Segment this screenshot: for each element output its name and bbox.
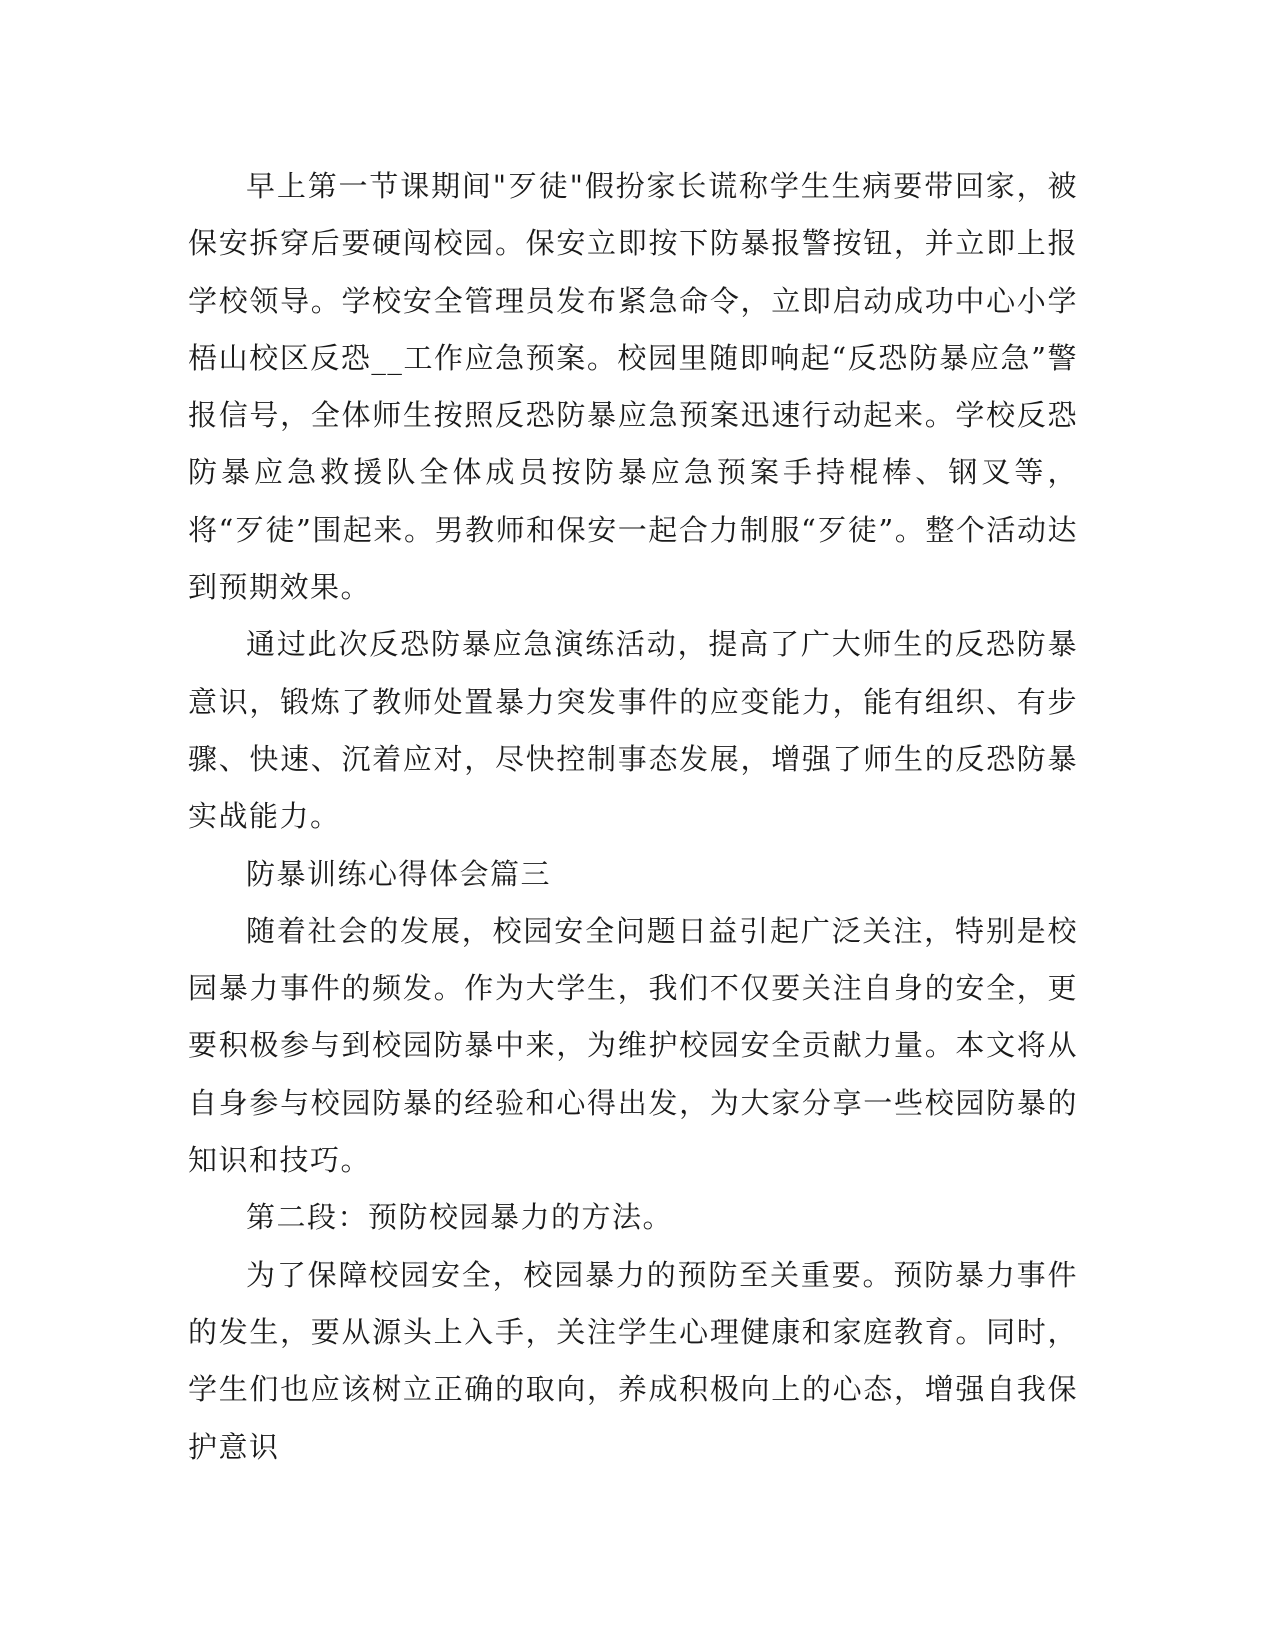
paragraph-drill-description: 早上第一节课期间"歹徒"假扮家长谎称学生生病要带回家，被保安拆穿后要硬闯校园。保安立即按下防暴报警按钮，并立即上报学校领导。学校安全管理员发布紧急命令，立即启动成功中心小学梧山校区反恐__工作应急预案。校园里随即响起“反恐防暴应急”警报信号，全体师生按照反恐防暴应急预案迅速行动起来。学校反恐防暴应急救援队全体成员按防暴应急预案手持棍棒、钢叉等，将“歹徒”围起来。男教师和保安一起合力制服“歹徒”。整个活动达到预期效果。	[188, 169, 1078, 605]
paragraph-prevention: 为了保障校园安全，校园暴力的预防至关重要。预防暴力事件的发生，要从源头上入手，关注学生心理健康和家庭教育。同时，学生们也应该树立正确的取向，养成积极向上的心态，增强自我保护意识	[188, 1257, 1078, 1464]
subsection-heading: 第二段：预防校园暴力的方法。	[246, 1200, 674, 1235]
paragraph-drill-result: 通过此次反恐防暴应急演练活动，提高了广大师生的反恐防暴意识，锻炼了教师处置暴力突发事件的应变能力，能有组织、有步骤、快速、沉着应对，尽快控制事态发展，增强了师生的反恐防暴实战能力。	[188, 627, 1078, 834]
document-body	[188, 158, 1078, 1476]
section-heading: 防暴训练心得体会篇三	[246, 856, 552, 891]
paragraph-introduction: 随着社会的发展，校园安全问题日益引起广泛关注，特别是校园暴力事件的频发。作为大学生，我们不仅要关注自身的安全，更要积极参与到校园防暴中来，为维护校园安全贡献力量。本文将从自身参与校园防暴的经验和心得出发，为大家分享一些校园防暴的知识和技巧。	[188, 913, 1078, 1178]
